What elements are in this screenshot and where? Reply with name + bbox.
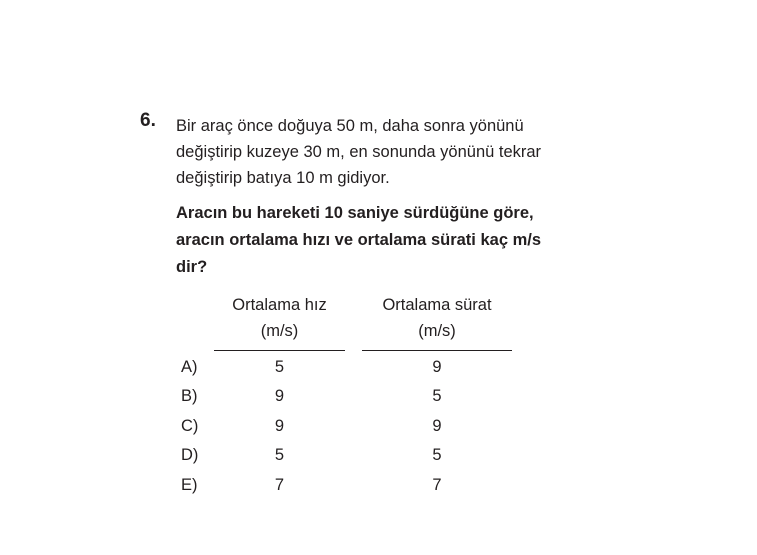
question-stem [176, 113, 596, 191]
stem-line: değiştirip batıya 10 m gidiyor. [176, 169, 390, 187]
column-header-rule [362, 350, 512, 351]
column-header-title: Ortalama hız [232, 296, 327, 314]
option-speed-value: 5 [432, 387, 442, 405]
prompt-line: dir? [176, 258, 208, 276]
question-prompt [176, 200, 596, 281]
column-header-unit: (m/s) [260, 322, 299, 340]
option-letter: C) [181, 417, 199, 435]
prompt-line: Aracın bu hareketi 10 saniye sürdüğüne göre, [176, 204, 534, 222]
option-speed-value: 5 [432, 446, 442, 464]
option-velocity-value: 9 [274, 387, 285, 405]
option-letter: D) [181, 446, 199, 464]
option-e[interactable] [0, 476, 757, 506]
question-number: 6. [140, 110, 156, 131]
prompt-line: aracın ortalama hızı ve ortalama sürati kaç m/s [176, 231, 542, 249]
option-velocity-value: 9 [274, 417, 285, 435]
column-header-rule [214, 350, 345, 351]
option-velocity-value: 5 [274, 358, 285, 376]
column-header-unit: (m/s) [418, 322, 456, 340]
option-c[interactable] [0, 417, 757, 447]
stem-line: değiştirip kuzeye 30 m, en sonunda yönünü tekrar [176, 143, 542, 161]
stem-line: Bir araç önce doğuya 50 m, daha sonra yönünü [176, 117, 524, 135]
column-header-title: Ortalama sürat [382, 296, 492, 314]
option-letter: E) [181, 476, 198, 494]
option-b[interactable] [0, 387, 757, 417]
column-header-average-velocity [214, 292, 345, 344]
option-speed-value: 9 [432, 358, 442, 376]
option-a[interactable] [0, 358, 757, 388]
option-letter: A) [181, 358, 198, 376]
option-velocity-value: 5 [274, 446, 285, 464]
option-speed-value: 7 [432, 476, 442, 494]
option-d[interactable] [0, 446, 757, 476]
option-speed-value: 9 [432, 417, 442, 435]
option-velocity-value: 7 [274, 476, 285, 494]
column-header-average-speed [362, 292, 512, 344]
option-letter: B) [181, 387, 198, 405]
